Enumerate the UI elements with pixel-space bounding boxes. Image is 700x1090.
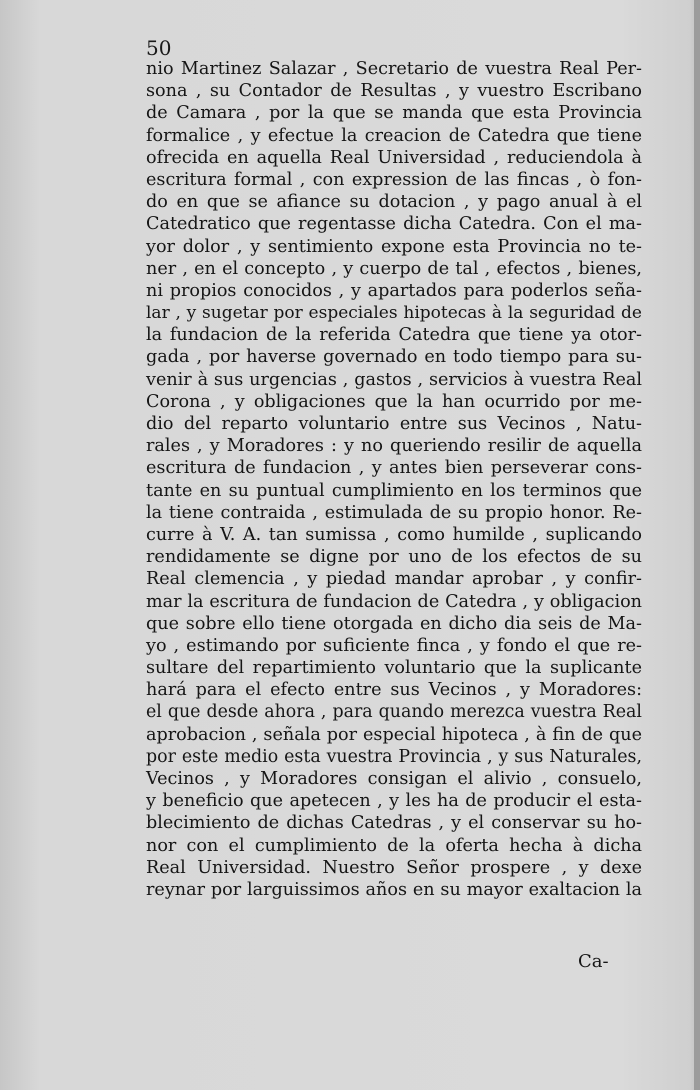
text-line: por este medio esta vuestra Provincia , y sus Naturales, <box>146 746 642 767</box>
text-line: do en que se afiance su dotacion , y pago anual à el <box>146 192 642 213</box>
text-line: reynar por larguissimos años en su mayor exaltacion la <box>146 879 642 900</box>
text-line: tante en su puntual cumplimiento en los terminos que <box>146 480 642 501</box>
text-line: Catedratico que regentasse dicha Catedra. Con el ma- <box>146 214 642 235</box>
text-line: rales , y Moradores : y no queriendo resilir de aquella <box>146 436 642 457</box>
catchword: Ca- <box>578 951 609 972</box>
text-line: escritura formal , con expression de las fincas , ò fon- <box>146 169 642 190</box>
text-line: la tiene contraida , estimulada de su propio honor. Re- <box>146 502 642 523</box>
text-line: venir à sus urgencias , gastos , servicios à vuestra Real <box>146 369 642 390</box>
text-line: la fundacion de la referida Catedra que tiene ya otor- <box>146 325 642 346</box>
text-line: Real clemencia , y piedad mandar aprobar , y confir- <box>146 569 642 590</box>
text-line: lar , y sugetar por especiales hipotecas à la seguridad de <box>146 303 642 324</box>
text-line: nor con el cumplimiento de la oferta hecha à dicha <box>146 835 642 856</box>
text-line: que sobre ello tiene otorgada en dicho dia seis de Ma- <box>146 613 642 634</box>
text-line: hará para el efecto entre sus Vecinos , y Moradores: <box>146 680 642 701</box>
text-line: yo , estimando por suficiente finca , y fondo el que re- <box>146 635 642 656</box>
text-line: Corona , y obligaciones que la han ocurrido por me- <box>146 391 642 412</box>
text-line: sona , su Contador de Resultas , y vuestro Escribano <box>146 81 642 102</box>
text-line: Vecinos , y Moradores consigan el alivio , consuelo, <box>146 769 642 789</box>
text-line: rendidamente se digne por uno de los efectos de su <box>146 547 642 568</box>
text-line: aprobacion , señala por especial hipoteca , à fin de que <box>146 724 642 745</box>
text-line: escritura de fundacion , y antes bien perseverar cons- <box>146 458 642 479</box>
text-line: curre à V. A. tan sumissa , como humilde , suplicando <box>146 524 642 545</box>
text-line: blecimiento de dichas Catedras , y el conservar su ho- <box>146 813 642 834</box>
page-number: 50 <box>146 36 172 60</box>
text-line: el que desde ahora , para quando merezca vuestra Real <box>146 702 642 723</box>
text-line: yor dolor , y sentimiento expone esta Provincia no te- <box>146 236 642 257</box>
text-line: de Camara , por la que se manda que esta Provincia <box>146 103 642 124</box>
text-line: nio Martinez Salazar , Secretario de vuestra Real Per- <box>146 59 642 79</box>
text-line: gada , por haverse governado en todo tiempo para su- <box>146 347 642 368</box>
text-line: y beneficio que apetecen , y les ha de producir el esta- <box>146 791 642 812</box>
text-line: ni propios conocidos , y apartados para poderlos seña- <box>146 280 642 301</box>
text-line: Real Universidad. Nuestro Señor prospere , y dexe <box>146 857 642 878</box>
text-line: ner , en el concepto , y cuerpo de tal , efectos , bienes, <box>146 258 642 279</box>
text-line: mar la escritura de fundacion de Catedra , y obligacion <box>146 591 642 612</box>
text-line: sultare del repartimiento voluntario que la suplicante <box>146 658 642 679</box>
page-edge-shadow <box>694 0 700 1090</box>
text-line: ofrecida en aquella Real Universidad , reduciendola à <box>146 147 642 168</box>
text-line: formalice , y efectue la creacion de Catedra que tiene <box>146 125 642 146</box>
text-line: dio del reparto voluntario entre sus Vecinos , Natu- <box>146 414 642 434</box>
body-text <box>146 58 642 901</box>
